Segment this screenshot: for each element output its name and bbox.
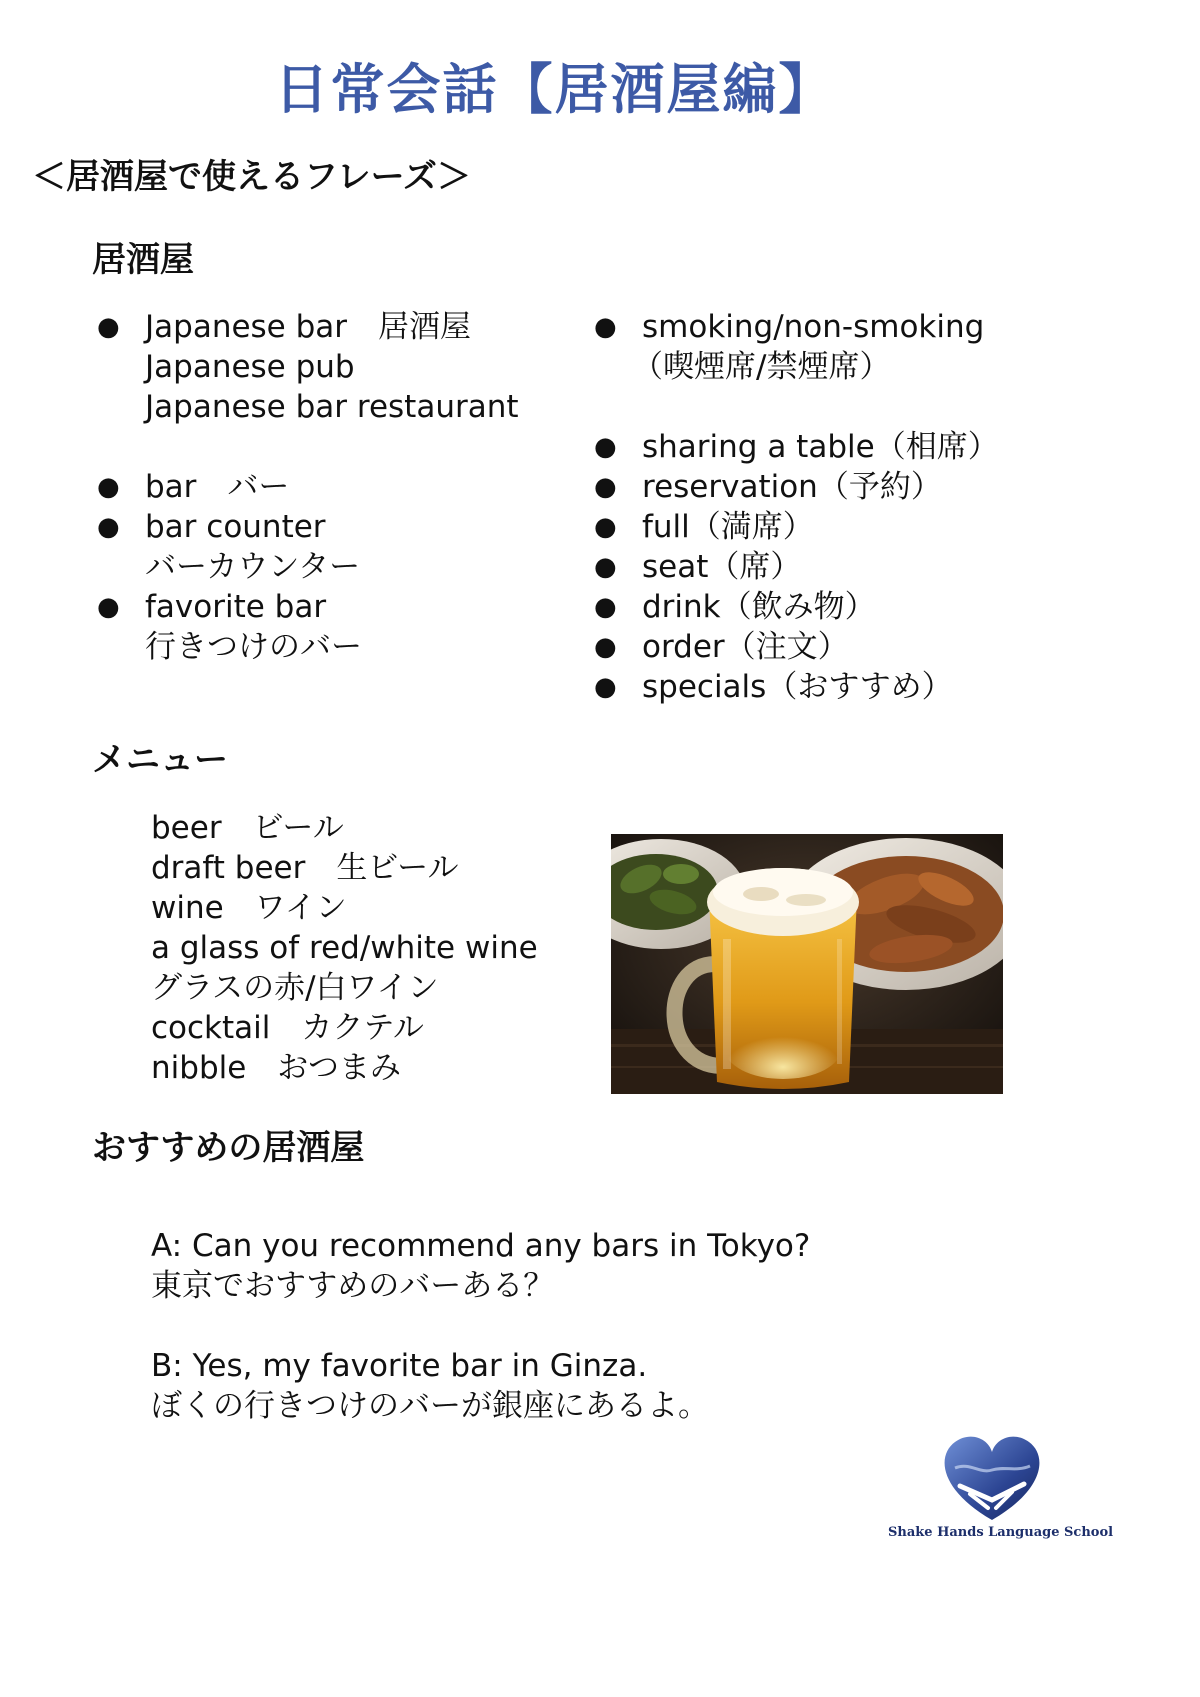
list-item [594,307,999,387]
page-title: 日常会話【居酒屋編】 [274,58,835,121]
menu-item: nibble おつまみ [151,1050,401,1086]
beer-photo [611,834,1003,1094]
dialog-a [151,1226,810,1306]
dialog-b-japanese: ぼくの行きつけのバーが銀座にあるよ。 [151,1388,709,1424]
list-item-text: full（満席） [642,509,814,545]
bullet: ● [594,432,617,462]
list-item [594,427,999,467]
menu-item: a glass of red/white wine [151,930,538,966]
list-item [594,507,999,547]
list-item-text: Japanese pub [145,349,355,385]
list-item-text: Japanese bar 居酒屋 [145,309,472,345]
list-item-subtext: （喫煙席/禁煙席） [632,349,891,385]
menu-item: wine ワイン [151,890,347,926]
bullet: ● [594,512,617,542]
dialog-a-english: A: Can you recommend any bars in Tokyo? [151,1228,811,1264]
section-title-recommend: おすすめの居酒屋 [92,1128,365,1168]
menu-item: グラスの赤/白ワイン [151,970,439,1006]
phrases-subtitle: ＜居酒屋で使えるフレーズ＞ [32,157,471,197]
list-spacer [642,387,999,427]
list-item-text: バーカウンター [145,549,361,585]
list-item-text: seat（席） [642,549,802,585]
beer-mug-image [611,834,1003,1094]
list-item-text: Japanese bar restaurant [145,389,519,425]
bullet: ● [594,632,617,662]
list-item-text: bar counter [145,509,326,545]
list-item-text: favorite bar [145,589,327,625]
school-logo-text: Shake Hands Language School [888,1525,1114,1540]
bullet: ● [594,672,617,702]
menu-item: draft beer 生ビール [151,850,459,886]
list-item-text: reservation（予約） [642,469,942,505]
list-item [97,587,519,667]
list-item [97,507,519,587]
bullet: ● [594,592,617,622]
list-item [594,587,999,627]
bullet: ● [97,472,120,502]
list-item-text: bar バー [145,469,290,505]
heart-globe-handshake-icon [900,1428,1090,1528]
izakaya-vocab-list-left [97,307,519,667]
list-item [594,547,999,587]
list-item [97,307,519,427]
list-item-text: drink（飲み物） [642,589,876,625]
list-item-text: smoking/non-smoking [642,309,985,345]
dialog-b-english: B: Yes, my favorite bar in Ginza. [151,1348,648,1384]
list-item [594,667,999,707]
bullet: ● [97,312,120,342]
dialog-a-japanese: 東京でおすすめのバーある？ [151,1268,555,1304]
list-spacer [145,427,519,467]
list-item-text: order（注文） [642,629,849,665]
list-item-text: 行きつけのバー [145,629,362,665]
bullet: ● [594,312,617,342]
bullet: ● [594,552,617,582]
bullet: ● [97,592,120,622]
izakaya-vocab-list-right [594,307,999,707]
list-item-text: sharing a table（相席） [642,429,999,465]
menu-vocab-list [151,808,538,1088]
bullet: ● [97,512,120,542]
section-title-menu: メニュー [92,740,228,780]
dialog-b [151,1346,709,1426]
list-item-text: specials（おすすめ） [642,669,953,705]
list-item [97,467,519,507]
list-item [594,627,999,667]
bullet: ● [594,472,617,502]
section-title-izakaya: 居酒屋 [92,240,194,280]
menu-item: cocktail カクテル [151,1010,424,1046]
list-item [594,467,999,507]
menu-item: beer ビール [151,810,344,846]
